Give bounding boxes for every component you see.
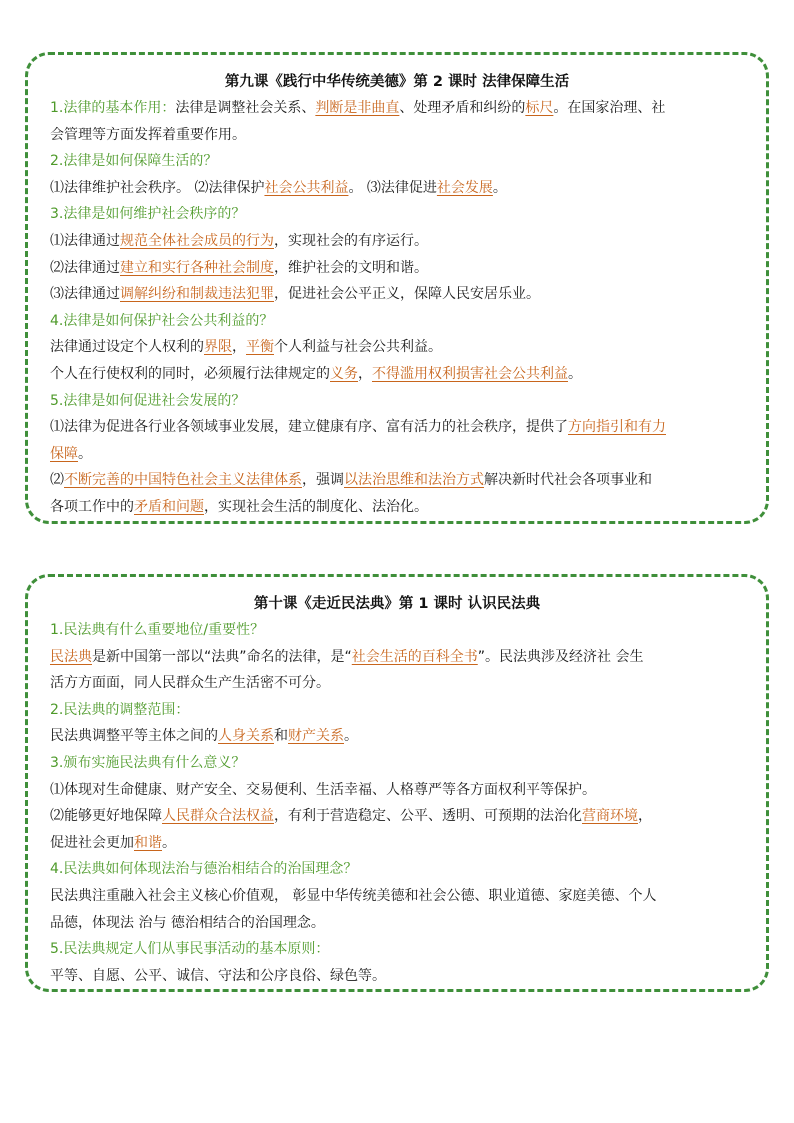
answer-text: ⑴法律通过: [50, 232, 120, 249]
answer-text: 法律是调整社会关系、: [175, 100, 316, 116]
answer-text: 民法典调整平等主体之间的: [50, 728, 218, 745]
key-term: 方向指引和有力: [568, 419, 666, 436]
answer-text: ，有利于营造稳定、公平、透明、可预期的法治化: [274, 808, 582, 825]
answer-text: ，促进社会公平正义，保障人民安居乐业。: [274, 286, 540, 303]
answer-line: [50, 361, 744, 388]
key-term: 标尺: [525, 100, 554, 116]
key-term: 调解纠纷和制裁违法犯罪: [120, 286, 274, 303]
question-heading: 2.民法典的调整范围：: [50, 701, 190, 718]
answer-text: 促进社会更加: [50, 834, 134, 851]
answer-text: 。 ⑶法律促进: [348, 179, 437, 196]
answer-text: ⑵: [50, 472, 64, 489]
answer-text: ⑵能够更好地保障: [50, 808, 162, 825]
answer-text: ⑴体现对生命健康、财产安全、交易便利、生活幸福、人格尊严等各方面权利平等保护。: [50, 781, 596, 798]
key-term: 判断是非曲直: [315, 100, 400, 116]
answer-text: ⑴法律维护社会秩序。 ⑵法律保护: [50, 179, 265, 196]
question-heading: 5.民法典规定人们从事民事活动的基本原则：: [50, 941, 330, 958]
key-term: 不得滥用权利损害社会公共利益: [372, 365, 568, 382]
key-term: 界限: [204, 339, 232, 356]
card-title: 第十课《走近民法典》第 1 课时 认识民法典: [253, 596, 541, 612]
answer-text: ，: [638, 808, 652, 825]
lesson-card-9: [25, 52, 769, 524]
key-term: 义务: [330, 365, 358, 382]
answer-text: 品德，体现法 治与 德治相结合的治国理念。: [50, 914, 325, 931]
answer-text: ⑴法律为促进各行业各领域事业发展，建立健康有序、富有活力的社会秩序，提供了: [50, 419, 568, 436]
key-term: 以法治思维和法治方式: [344, 472, 484, 489]
answer-text: 活方方面面，同人民群众生产生活密不可分。: [50, 675, 330, 692]
answer-text: ⑶法律通过: [50, 286, 120, 303]
answer-text: ，: [358, 365, 372, 382]
key-term: 人民群众合法权益: [162, 808, 274, 825]
key-term: 财产关系: [288, 728, 344, 745]
question-heading: 3.法律是如何维护社会秩序的？: [50, 206, 246, 223]
question-heading: 1.民法典有什么重要地位/重要性？: [50, 622, 265, 638]
question-heading: 2.法律是如何保障生活的？: [50, 153, 218, 170]
key-term: 营商环境: [582, 808, 638, 825]
answer-line: [50, 644, 744, 671]
answer-line: [50, 175, 744, 202]
question-heading: 4.法律是如何保护社会公共利益的？: [50, 312, 274, 329]
answer-text: 。: [344, 728, 358, 745]
answer-text: ，维护社会的文明和谐。: [274, 259, 428, 276]
answer-text: 解决新时代社会各项事业和: [484, 472, 652, 489]
answer-line: [50, 467, 744, 494]
answer-line: [50, 414, 744, 441]
key-term: 人身关系: [218, 728, 274, 745]
answer-text: 。: [78, 445, 92, 462]
answer-line: [50, 723, 744, 750]
key-term: 社会公共利益: [264, 179, 349, 196]
answer-text: 是新中国第一部以“法典”命名的法律，是“: [92, 648, 352, 665]
key-term: 建立和实行各种社会制度: [120, 259, 274, 276]
answer-text: 平等、自愿、公平、诚信、守法和公序良俗、绿色等。: [50, 967, 386, 984]
answer-line: [50, 281, 744, 308]
key-term: 规范全体社会成员的行为: [120, 232, 274, 249]
answer-line: [50, 494, 744, 521]
answer-text: 个人利益与社会公共利益。: [274, 339, 442, 356]
answer-line: [50, 441, 744, 468]
answer-text: 各项工作中的: [50, 498, 134, 515]
question-heading: 4.民法典如何体现法治与德治相结合的治国理念？: [50, 861, 358, 878]
question-heading: 5.法律是如何促进社会发展的？: [50, 392, 246, 409]
key-term: 和谐: [134, 834, 162, 851]
key-term: 社会生活的百科全书: [351, 648, 478, 665]
answer-text: ”。民法典涉及经济社 会生: [477, 648, 644, 665]
answer-text: ，实现社会生活的制度化、法治化。: [204, 498, 428, 515]
question-heading: 3.颁布实施民法典有什么意义？: [50, 754, 246, 771]
answer-line: [50, 228, 744, 255]
key-term: 矛盾和问题: [134, 498, 204, 515]
answer-text: 。: [162, 834, 176, 851]
card-title: 第九课《践行中华传统美德》第 2 课时 法律保障生活: [224, 74, 570, 90]
answer-text: 和: [274, 728, 288, 745]
answer-line: [50, 830, 744, 857]
answer-text: 。: [568, 365, 582, 382]
answer-text: 会管理等方面发挥着重要作用。: [50, 126, 246, 143]
answer-text: ，: [232, 339, 246, 356]
lesson-card-10: [25, 574, 769, 992]
answer-line: [50, 334, 744, 361]
answer-text: 个人在行使权利的同时，必须履行法律规定的: [50, 365, 330, 382]
key-term: 保障: [50, 445, 78, 462]
answer-line: [50, 803, 744, 830]
question-heading: 1.法律的基本作用：: [50, 100, 176, 116]
key-term: 民法典: [50, 648, 92, 665]
answer-line: [50, 255, 744, 282]
key-term: 不断完善的中国特色社会主义法律体系: [64, 472, 302, 489]
answer-text: ，实现社会的有序运行。: [274, 232, 428, 249]
answer-text: 。: [492, 179, 507, 196]
answer-text: ，强调: [302, 472, 344, 489]
answer-text: 、处理矛盾和纠纷的: [399, 100, 526, 116]
answer-text: 民法典注重融入社会主义核心价值观， 彰显中华传统美德和社会公德、职业道德、家庭美德、个人: [50, 887, 657, 904]
answer-text: 。在国家治理、社: [553, 100, 666, 116]
key-term: 平衡: [246, 339, 274, 356]
answer-text: ⑵法律通过: [50, 259, 120, 276]
key-term: 社会发展: [436, 179, 493, 196]
answer-text: 法律通过设定个人权利的: [50, 339, 204, 356]
